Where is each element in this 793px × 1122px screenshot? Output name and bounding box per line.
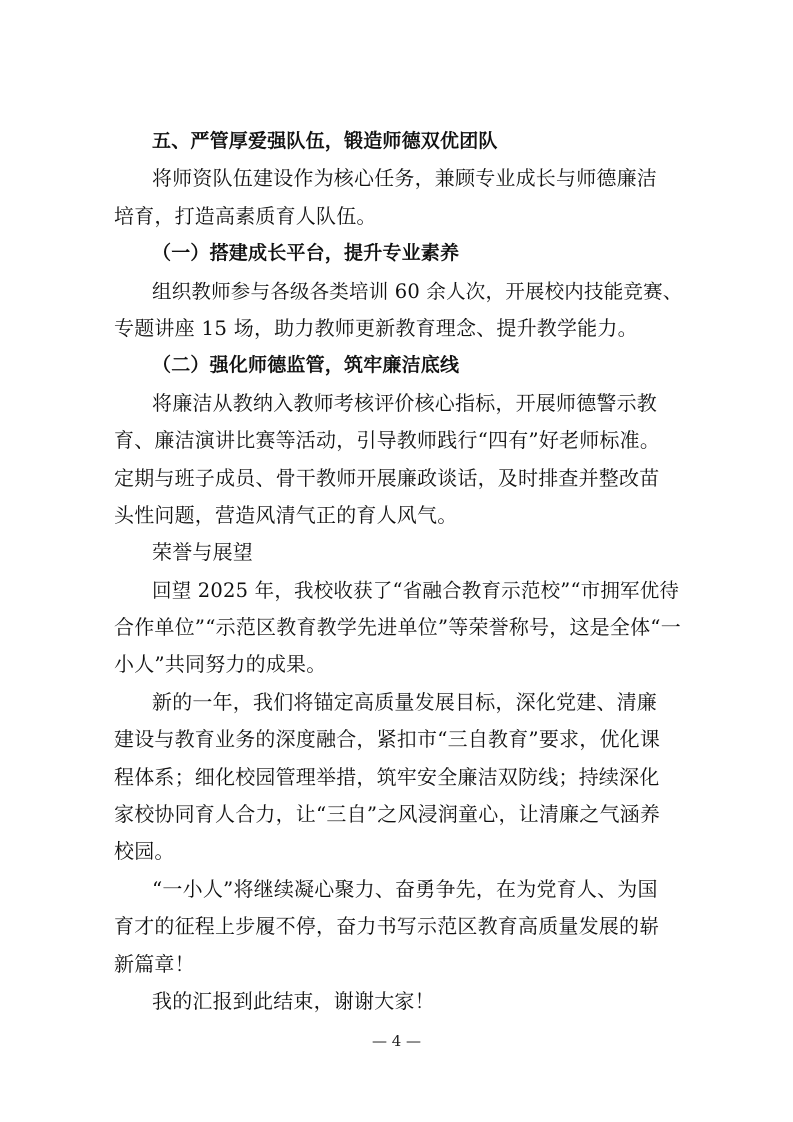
document-body <box>114 123 690 1020</box>
honors-heading: 荣誉与展望 <box>152 540 253 565</box>
paragraph-line: 专题讲座 15 场，助力教师更新教育理念、提升教学能力。 <box>114 315 638 340</box>
closing-thanks: 我的汇报到此结束，谢谢大家！ <box>152 988 435 1013</box>
paragraph-line: “一小人”将继续凝心聚力、奋勇争先，在为党育人、为国 <box>152 876 658 901</box>
subsection-heading: （二）强化师德监管，筑牢廉洁底线 <box>152 354 460 377</box>
paragraph-line: 定期与班子成员、骨干教师开展廉政谈话，及时排查并整改苗 <box>114 465 660 490</box>
paragraph-line: 校园。 <box>114 839 175 864</box>
paragraph-line: 组织教师参与各级各类培训 60 余人次，开展校内技能竞赛、 <box>152 279 683 303</box>
subsection-heading: （一）搭建成长平台，提升专业素养 <box>152 242 460 265</box>
paragraph-line: 合作单位”“示范区教育教学先进单位”等荣誉称号，这是全体“一 <box>114 615 681 640</box>
paragraph-line: 程体系；细化校园管理举措，筑牢安全廉洁双防线；持续深化 <box>114 764 660 789</box>
paragraph-line: 小人”共同努力的成果。 <box>114 652 327 677</box>
paragraph-line: 家校协同育人合力，让“三自”之风浸润童心，让清廉之气涵养 <box>114 802 661 827</box>
paragraph-line: 将师资队伍建设作为核心任务，兼顾专业成长与师德廉洁 <box>152 166 657 191</box>
paragraph-line: 将廉洁从教纳入教师考核评价核心指标，开展师德警示教 <box>152 390 657 415</box>
paragraph-line: 培育，打造高素质育人队伍。 <box>114 203 377 228</box>
paragraph-line: 育、廉洁演讲比赛等活动，引导教师践行“四有”好老师标准。 <box>114 428 661 453</box>
paragraph-line: 回望 2025 年，我校收获了“省融合教育示范校”“市拥军优待 <box>152 578 680 602</box>
paragraph-line: 新篇章！ <box>114 951 195 976</box>
paragraph-line: 头性问题，营造风清气正的育人风气。 <box>114 502 458 527</box>
paragraph-line: 育才的征程上步履不停，奋力书写示范区教育高质量发展的崭 <box>114 914 660 939</box>
paragraph-line: 新的一年，我们将锚定高质量发展目标，深化党建、清廉 <box>152 689 657 714</box>
paragraph-line: 建设与教育业务的深度融合，紧扣市“三自教育”要求，优化课 <box>114 727 661 752</box>
page-number: — 4 — <box>371 1032 422 1050</box>
section-heading: 五、严管厚爱强队伍，锻造师德双优团队 <box>152 130 498 152</box>
